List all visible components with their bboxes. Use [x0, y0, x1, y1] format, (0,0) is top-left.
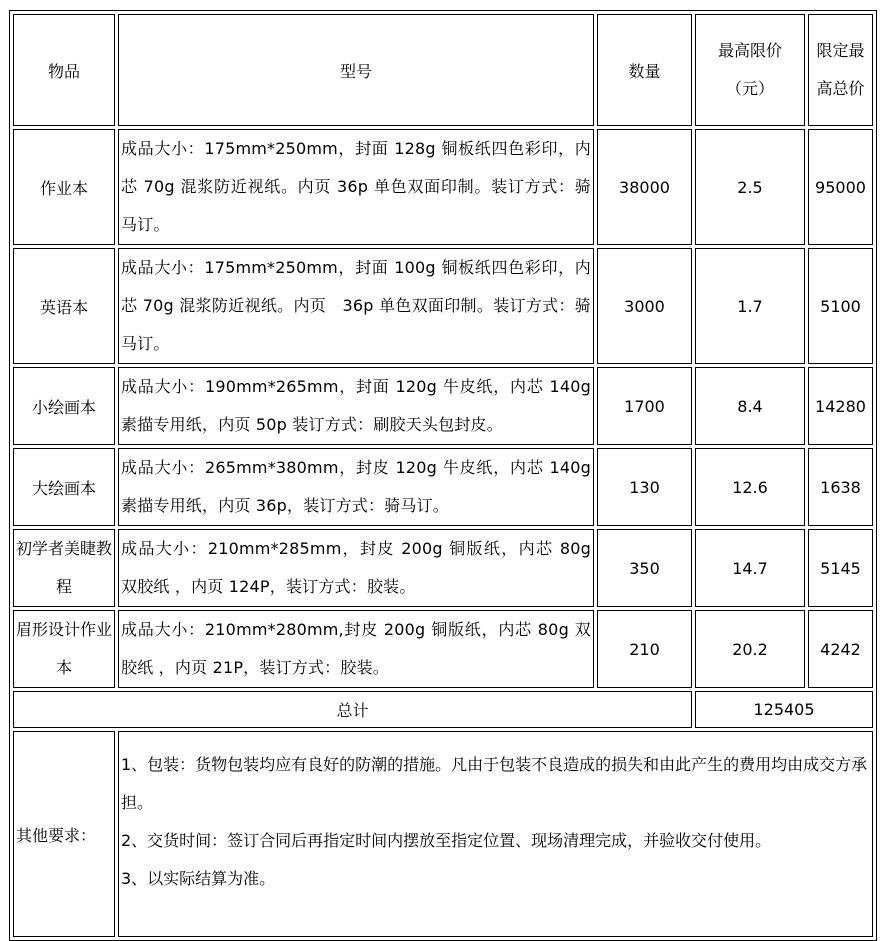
qty-cell: 350	[597, 529, 692, 607]
total-cell: 5100	[808, 248, 873, 364]
requirements-body	[118, 731, 873, 937]
item-cell: 眉形设计作业本	[13, 610, 115, 688]
model-cell: 成品大小：210mm*285mm，封皮 200g 铜版纸，内芯 80g 双胶纸 ，内页 124P，装订方式：胶装。	[118, 529, 594, 607]
qty-cell: 210	[597, 610, 692, 688]
total-cell: 4242	[808, 610, 873, 688]
model-cell: 成品大小：175mm*250mm，封面 128g 铜板纸四色彩印，内芯 70g 混浆防近视纸。内页 36p 单色双面印制。装订方式：骑马订。	[118, 129, 594, 245]
item-cell: 初学者美睫教程	[13, 529, 115, 607]
model-cell: 成品大小：265mm*380mm，封皮 120g 牛皮纸，内芯 140g 素描专用纸，内页 36p，装订方式：骑马订。	[118, 448, 594, 526]
table-row	[13, 448, 873, 526]
header-max-total-line2: 高总价	[816, 79, 865, 98]
requirement-item: 2、交货时间：签订合同后再指定时间内摆放至指定位置、现场清理完成，并验收交付使用。	[121, 831, 772, 850]
price-cell: 12.6	[695, 448, 805, 526]
total-cell: 95000	[808, 129, 873, 245]
price-cell: 2.5	[695, 129, 805, 245]
model-cell: 成品大小：175mm*250mm，封面 100g 铜板纸四色彩印，内芯 70g 混浆防近视纸。内页 36p 单色双面印制。装订方式：骑马订。	[118, 248, 594, 364]
table-row	[13, 367, 873, 445]
header-row	[13, 14, 873, 126]
price-cell: 14.7	[695, 529, 805, 607]
table-row	[13, 248, 873, 364]
table-row	[13, 610, 873, 688]
price-cell: 8.4	[695, 367, 805, 445]
header-item: 物品	[13, 14, 115, 126]
header-max-price	[695, 14, 805, 126]
total-cell: 14280	[808, 367, 873, 445]
item-cell: 作业本	[13, 129, 115, 245]
total-cell: 5145	[808, 529, 873, 607]
total-row	[13, 691, 873, 728]
header-qty: 数量	[597, 14, 692, 126]
model-cell: 成品大小：190mm*265mm，封面 120g 牛皮纸，内芯 140g 素描专用纸，内页 50p 装订方式：刷胶天头包封皮。	[118, 367, 594, 445]
qty-cell: 3000	[597, 248, 692, 364]
price-cell: 20.2	[695, 610, 805, 688]
procurement-table	[9, 10, 877, 941]
requirements-row	[13, 731, 873, 937]
price-cell: 1.7	[695, 248, 805, 364]
qty-cell: 38000	[597, 129, 692, 245]
header-max-price-line1: 最高限价	[717, 41, 782, 60]
item-cell: 小绘画本	[13, 367, 115, 445]
requirements-label: 其他要求：	[13, 731, 115, 937]
total-label: 总计	[13, 691, 692, 728]
table-row	[13, 529, 873, 607]
item-cell: 大绘画本	[13, 448, 115, 526]
total-cell: 1638	[808, 448, 873, 526]
total-value: 125405	[695, 691, 873, 728]
table-row	[13, 129, 873, 245]
header-max-total-line1: 限定最	[816, 41, 865, 60]
qty-cell: 1700	[597, 367, 692, 445]
model-cell: 成品大小：210mm*280mm,封皮 200g 铜版纸，内芯 80g 双胶纸 ，内页 21P，装订方式：胶装。	[118, 610, 594, 688]
requirement-item: 1、包装：货物包装均应有良好的防潮的措施。凡由于包装不良造成的损失和由此产生的费用均由成交方承担。	[121, 755, 868, 812]
requirement-item: 3、以实际结算为准。	[121, 869, 276, 888]
header-max-total	[808, 14, 873, 126]
header-model: 型号	[118, 14, 594, 126]
qty-cell: 130	[597, 448, 692, 526]
header-max-price-line2: （元）	[725, 79, 774, 98]
item-cell: 英语本	[13, 248, 115, 364]
